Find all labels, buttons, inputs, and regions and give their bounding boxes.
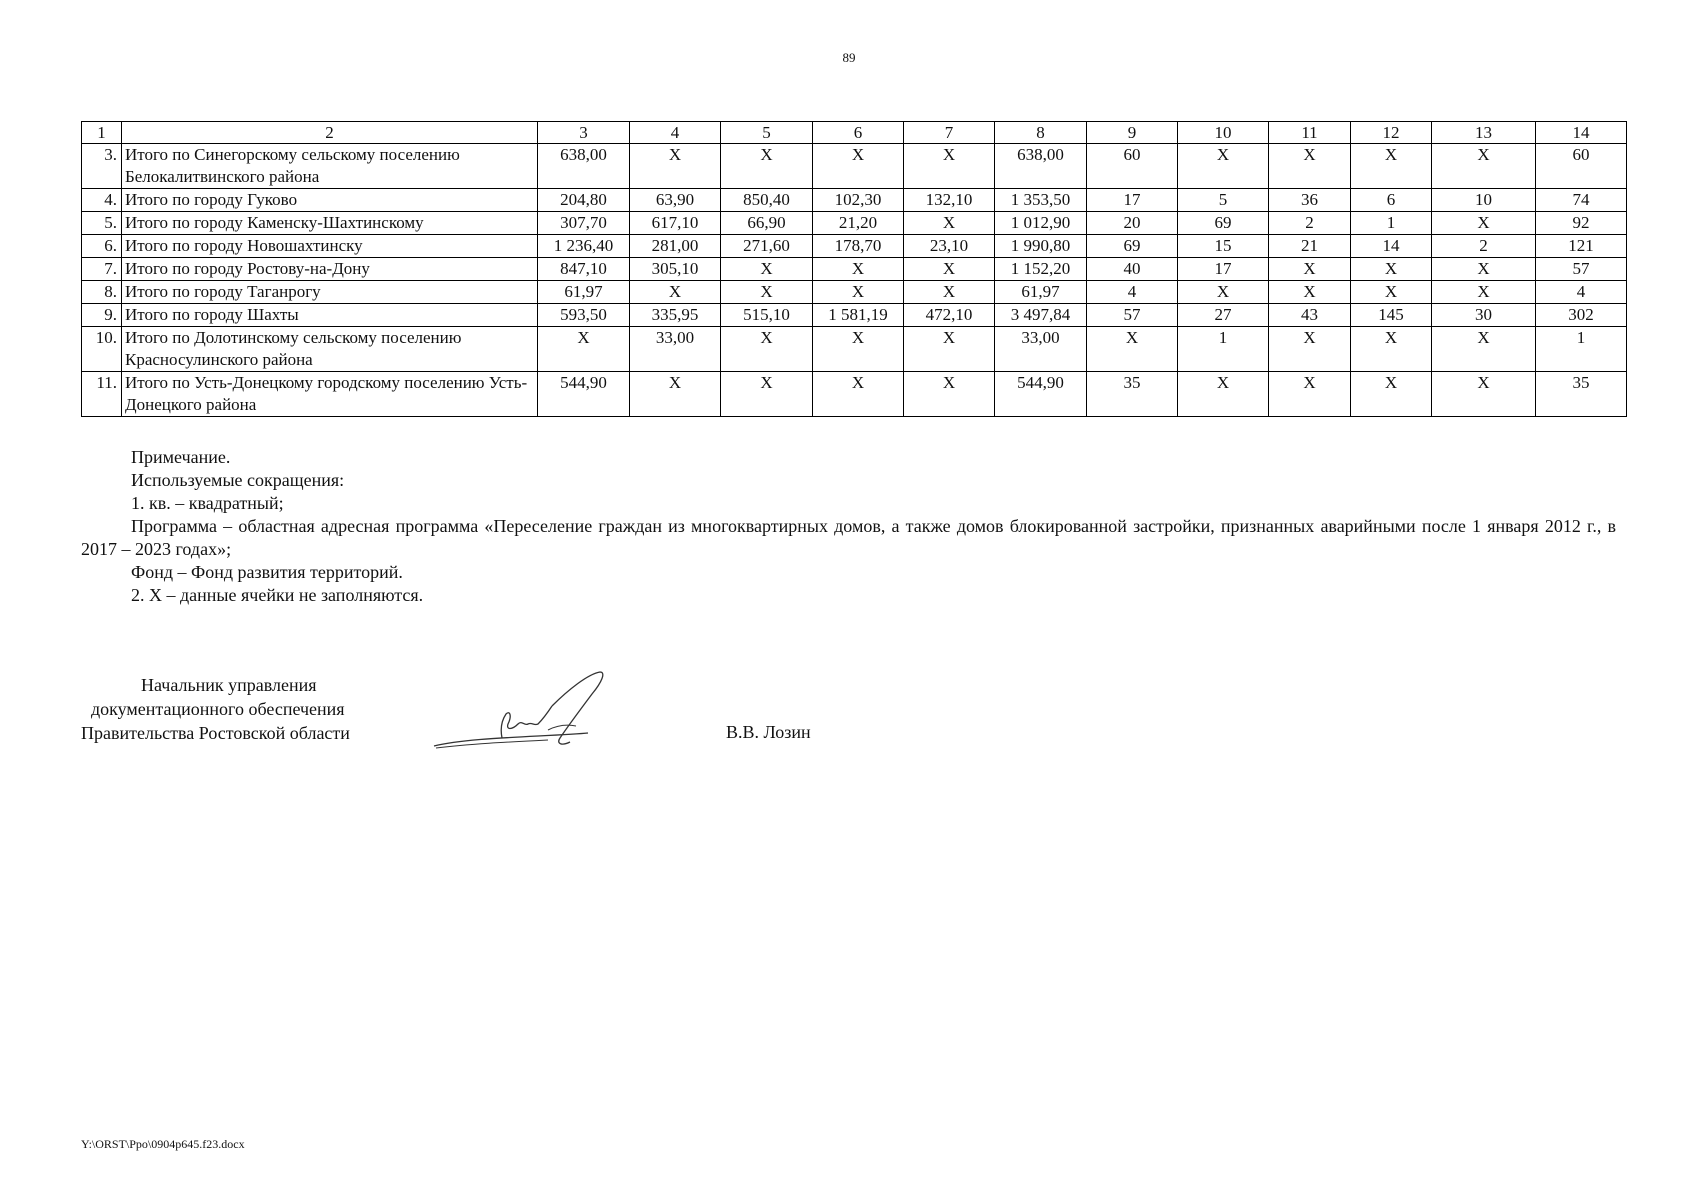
- table-cell: 17: [1087, 189, 1178, 212]
- row-name: Итого по Долотинскому сельскому поселению Красносулинского района: [122, 327, 538, 372]
- row-name: Итого по Усть-Донецкому городскому поселению Усть-Донецкого района: [122, 372, 538, 417]
- table-cell: X: [1432, 281, 1536, 304]
- table-row: [82, 212, 1627, 235]
- table-cell: 20: [1087, 212, 1178, 235]
- column-header: 2: [122, 122, 538, 144]
- table-cell: 281,00: [630, 235, 721, 258]
- signer-position: [81, 673, 401, 745]
- position-line-2: документационного обеспечения: [91, 699, 345, 719]
- table-cell: 847,10: [538, 258, 630, 281]
- table-cell: 593,50: [538, 304, 630, 327]
- table-cell: 617,10: [630, 212, 721, 235]
- table-cell: 1: [1536, 327, 1627, 372]
- table-cell: 5: [1178, 189, 1269, 212]
- table-cell: 60: [1536, 144, 1627, 189]
- table-cell: X: [630, 372, 721, 417]
- table-cell: 2: [1269, 212, 1351, 235]
- table-cell: 145: [1351, 304, 1432, 327]
- table-cell: 1 152,20: [995, 258, 1087, 281]
- table-row: [82, 372, 1627, 417]
- table-cell: 57: [1087, 304, 1178, 327]
- table-cell: X: [904, 327, 995, 372]
- table-cell: X: [721, 258, 813, 281]
- page-number: 89: [842, 50, 856, 65]
- table-cell: X: [904, 144, 995, 189]
- table-cell: 638,00: [538, 144, 630, 189]
- table-cell: 132,10: [904, 189, 995, 212]
- table-cell: X: [1269, 144, 1351, 189]
- table-cell: 21,20: [813, 212, 904, 235]
- table-cell: 544,90: [538, 372, 630, 417]
- table-cell: X: [1432, 327, 1536, 372]
- row-name: Итого по городу Каменску-Шахтинскому: [122, 212, 538, 235]
- table-cell: 472,10: [904, 304, 995, 327]
- column-header: 14: [1536, 122, 1627, 144]
- row-name: Итого по Синегорскому сельскому поселению Белокалитвинского района: [122, 144, 538, 189]
- table-cell: 40: [1087, 258, 1178, 281]
- notes-section: [81, 446, 1616, 607]
- row-name: Итого по городу Шахты: [122, 304, 538, 327]
- table-cell: 66,90: [721, 212, 813, 235]
- table-cell: X: [1351, 372, 1432, 417]
- table-body: [82, 122, 1627, 417]
- handwritten-signature: [428, 668, 628, 754]
- table-cell: X: [1432, 372, 1536, 417]
- row-number: 11.: [82, 372, 122, 417]
- note-fund: Фонд – Фонд развития территорий.: [131, 562, 403, 582]
- table-cell: 23,10: [904, 235, 995, 258]
- table-cell: 35: [1087, 372, 1178, 417]
- column-header: 8: [995, 122, 1087, 144]
- notes-title: Примечание.: [131, 447, 231, 467]
- table-cell: X: [1432, 258, 1536, 281]
- table-cell: 10: [1432, 189, 1536, 212]
- table-cell: X: [904, 212, 995, 235]
- table-cell: 69: [1178, 212, 1269, 235]
- table-cell: X: [721, 327, 813, 372]
- summary-table: [81, 121, 1627, 417]
- table-cell: 36: [1269, 189, 1351, 212]
- table-cell: 1 581,19: [813, 304, 904, 327]
- table-cell: X: [1432, 212, 1536, 235]
- position-line-1: Начальник управления: [141, 675, 317, 695]
- row-number: 4.: [82, 189, 122, 212]
- row-name: Итого по городу Новошахтинску: [122, 235, 538, 258]
- table-cell: X: [1269, 258, 1351, 281]
- table-cell: 30: [1432, 304, 1536, 327]
- table-cell: 1 236,40: [538, 235, 630, 258]
- table-cell: X: [813, 281, 904, 304]
- table-header-row: [82, 122, 1627, 144]
- table-cell: 17: [1178, 258, 1269, 281]
- table-cell: 1 012,90: [995, 212, 1087, 235]
- column-header: 7: [904, 122, 995, 144]
- column-header: 4: [630, 122, 721, 144]
- table-cell: X: [721, 372, 813, 417]
- table-cell: 307,70: [538, 212, 630, 235]
- table-cell: 33,00: [630, 327, 721, 372]
- table-cell: X: [813, 327, 904, 372]
- table-cell: 43: [1269, 304, 1351, 327]
- table-cell: X: [721, 281, 813, 304]
- table-cell: 92: [1536, 212, 1627, 235]
- table-cell: 63,90: [630, 189, 721, 212]
- table-cell: 1: [1351, 212, 1432, 235]
- table-cell: 1: [1178, 327, 1269, 372]
- row-number: 10.: [82, 327, 122, 372]
- table-cell: 4: [1087, 281, 1178, 304]
- table-cell: 33,00: [995, 327, 1087, 372]
- table-cell: 1 990,80: [995, 235, 1087, 258]
- table-cell: 515,10: [721, 304, 813, 327]
- file-path: Y:\ORST\Ppo\0904p645.f23.docx: [81, 1137, 245, 1151]
- table-cell: X: [813, 258, 904, 281]
- table-cell: X: [1269, 372, 1351, 417]
- column-header: 6: [813, 122, 904, 144]
- row-number: 7.: [82, 258, 122, 281]
- column-header: 1: [82, 122, 122, 144]
- column-header: 10: [1178, 122, 1269, 144]
- table-cell: X: [721, 144, 813, 189]
- table-row: [82, 258, 1627, 281]
- column-header: 12: [1351, 122, 1432, 144]
- table-cell: X: [904, 372, 995, 417]
- table-cell: X: [1351, 281, 1432, 304]
- table-cell: 2: [1432, 235, 1536, 258]
- table-row: [82, 144, 1627, 189]
- table-cell: X: [904, 258, 995, 281]
- table-cell: X: [1351, 258, 1432, 281]
- table-cell: 271,60: [721, 235, 813, 258]
- table-cell: 3 497,84: [995, 304, 1087, 327]
- row-number: 6.: [82, 235, 122, 258]
- table-cell: 178,70: [813, 235, 904, 258]
- table-row: [82, 189, 1627, 212]
- column-header: 11: [1269, 122, 1351, 144]
- table-cell: 15: [1178, 235, 1269, 258]
- table-cell: 35: [1536, 372, 1627, 417]
- table-cell: 4: [1536, 281, 1627, 304]
- table-cell: 27: [1178, 304, 1269, 327]
- table-cell: X: [813, 144, 904, 189]
- position-line-3: Правительства Ростовской области: [81, 723, 350, 743]
- table-cell: X: [1351, 327, 1432, 372]
- row-name: Итого по городу Гуково: [122, 189, 538, 212]
- row-number: 3.: [82, 144, 122, 189]
- table-cell: 6: [1351, 189, 1432, 212]
- table-row: [82, 327, 1627, 372]
- column-header: 3: [538, 122, 630, 144]
- column-header: 9: [1087, 122, 1178, 144]
- note-item-2: 2. X – данные ячейки не заполняются.: [131, 585, 424, 605]
- row-number: 5.: [82, 212, 122, 235]
- table-row: [82, 235, 1627, 258]
- table-cell: X: [1269, 281, 1351, 304]
- table-cell: X: [630, 281, 721, 304]
- row-name: Итого по городу Ростову-на-Дону: [122, 258, 538, 281]
- table-cell: X: [1351, 144, 1432, 189]
- table-cell: X: [1269, 327, 1351, 372]
- column-header: 13: [1432, 122, 1536, 144]
- table-row: [82, 281, 1627, 304]
- table-cell: 335,95: [630, 304, 721, 327]
- table-cell: 204,80: [538, 189, 630, 212]
- table-cell: 102,30: [813, 189, 904, 212]
- table-cell: 1 353,50: [995, 189, 1087, 212]
- column-header: 5: [721, 122, 813, 144]
- note-item-1: 1. кв. – квадратный;: [131, 493, 284, 513]
- table-cell: 21: [1269, 235, 1351, 258]
- table-cell: 121: [1536, 235, 1627, 258]
- table-cell: 60: [1087, 144, 1178, 189]
- table-cell: 850,40: [721, 189, 813, 212]
- table-cell: 638,00: [995, 144, 1087, 189]
- table-cell: 61,97: [995, 281, 1087, 304]
- table-cell: X: [1178, 281, 1269, 304]
- table-cell: X: [1432, 144, 1536, 189]
- table-cell: X: [630, 144, 721, 189]
- table-cell: X: [1178, 144, 1269, 189]
- table-cell: 302: [1536, 304, 1627, 327]
- table-cell: 544,90: [995, 372, 1087, 417]
- table-cell: 14: [1351, 235, 1432, 258]
- table-cell: X: [1087, 327, 1178, 372]
- table-cell: X: [1178, 372, 1269, 417]
- abbreviations-title: Используемые сокращения:: [131, 470, 345, 490]
- table-cell: X: [813, 372, 904, 417]
- table-cell: 74: [1536, 189, 1627, 212]
- row-number: 9.: [82, 304, 122, 327]
- row-number: 8.: [82, 281, 122, 304]
- table-cell: 57: [1536, 258, 1627, 281]
- table-row: [82, 304, 1627, 327]
- signer-name: В.В. Лозин: [726, 722, 811, 742]
- table-cell: 61,97: [538, 281, 630, 304]
- table-cell: X: [538, 327, 630, 372]
- table-cell: 305,10: [630, 258, 721, 281]
- table-cell: 69: [1087, 235, 1178, 258]
- note-program: Программа – областная адресная программа «Переселение граждан из многоквартирных домов, а также домов блокированной застройки, признанных аварийными после 1 января 2012 г., в 2017 – 2023 годах»;: [81, 516, 1616, 559]
- row-name: Итого по городу Таганрогу: [122, 281, 538, 304]
- table-cell: X: [904, 281, 995, 304]
